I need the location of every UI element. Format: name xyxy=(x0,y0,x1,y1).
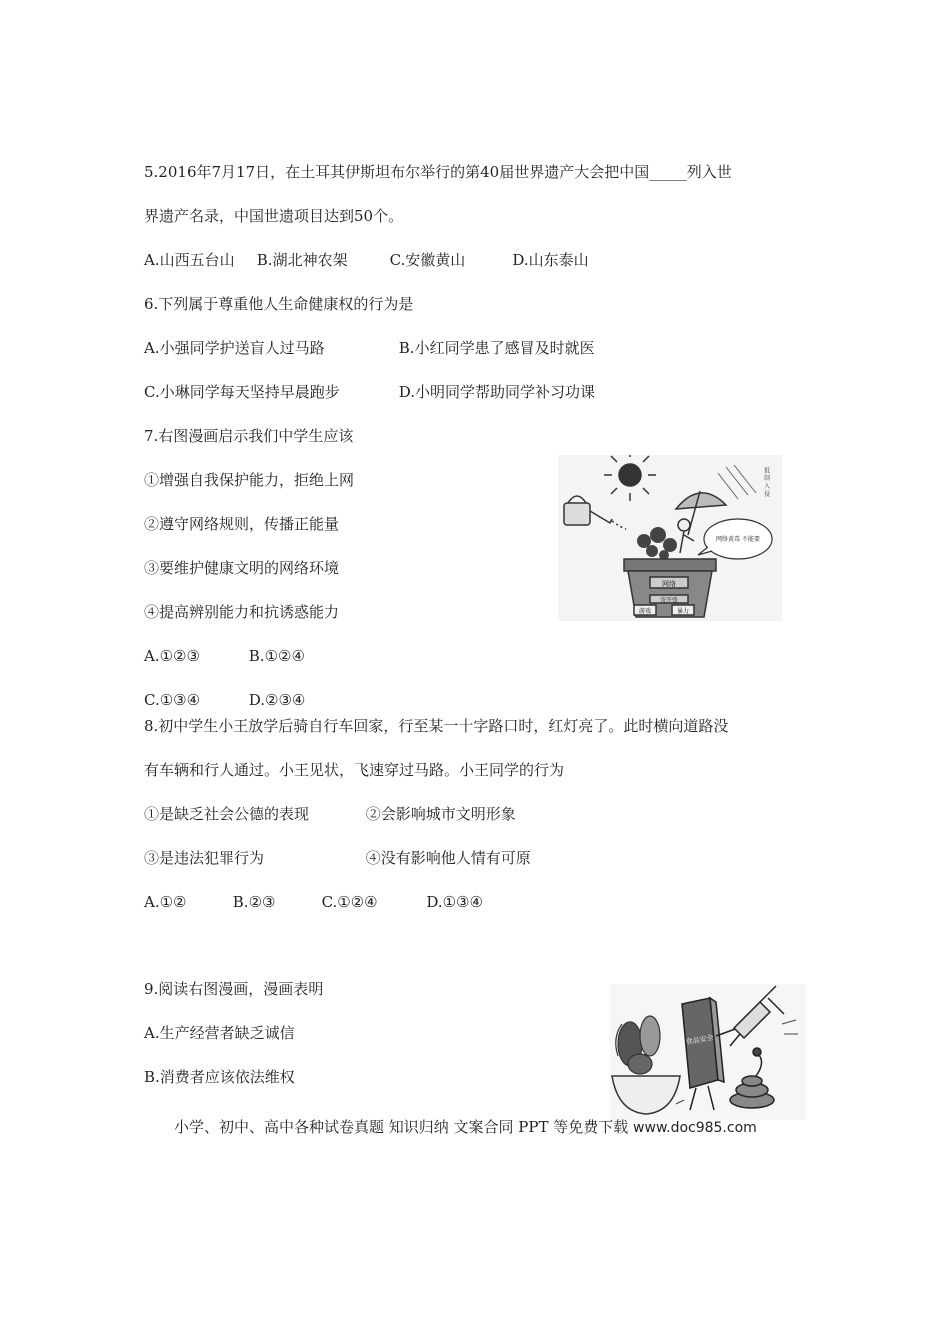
q8-stem-line1: 8.初中学生小王放学后骑自行车回家，行至某一十字路口时，红灯亮了。此时横向道路没 xyxy=(144,717,729,735)
q8-stem-line2: 有车辆和行人通过。小王见状，飞速穿过马路。小王同学的行为 xyxy=(144,761,565,779)
flower-pot xyxy=(624,559,716,617)
q7-option-c: C.①③④ xyxy=(144,691,201,709)
q5-stem-line1: 5.2016年7月17日，在土耳其伊斯坦布尔举行的第40届世界遗产大会把中国_____列入世 xyxy=(144,163,732,181)
q9-cartoon xyxy=(610,984,806,1120)
q7-cartoon xyxy=(558,455,782,621)
q7-options-row2 xyxy=(144,690,305,710)
q6-options-row1 xyxy=(144,338,595,358)
q6-options-row2 xyxy=(144,382,595,402)
footer-url[interactable]: www.doc985.com xyxy=(633,1120,757,1136)
q5-option-a: A.山西五台山 xyxy=(144,251,235,269)
bubble-text: 网络黄毒 不能要 xyxy=(716,536,760,543)
q5-stem-line2: 界遗产名录，中国世遗项目达到50个。 xyxy=(144,207,404,225)
q8-option-c: C.①②④ xyxy=(321,893,378,911)
q8-option-a: A.①② xyxy=(144,893,187,911)
pot-label-2: 寄开张 xyxy=(659,597,679,604)
side-text: 抵 制 入 侵 xyxy=(762,467,770,497)
q8-item-1: ①是缺乏社会公德的表现 xyxy=(144,805,310,823)
q8-items-row1 xyxy=(144,804,516,824)
q7-options-row1 xyxy=(144,646,305,666)
q7-option-b: B.①②④ xyxy=(248,647,305,665)
q7-item-1: ①增强自我保护能力，拒绝上网 xyxy=(144,471,355,489)
q9-stem: 9.阅读右图漫画，漫画表明 xyxy=(144,980,324,998)
q6-option-b: B.小红同学患了感冒及时就医 xyxy=(398,339,595,357)
q9-option-a: A.生产经营者缺乏诚信 xyxy=(144,1024,295,1042)
q7-option-d: D.②③④ xyxy=(248,691,306,709)
q8-options xyxy=(144,892,483,912)
q5-option-b: B.湖北神农架 xyxy=(256,251,348,269)
q7-option-a: A.①②③ xyxy=(144,647,200,665)
footer-text: 小学、初中、高中各种试卷真题 知识归纳 文案合同 PPT 等免费下载 xyxy=(174,1118,629,1136)
q5-option-c: C.安徽黄山 xyxy=(389,251,466,269)
q8-items-row2 xyxy=(144,848,531,868)
q6-option-d: D.小明同学帮助同学补习功课 xyxy=(398,383,596,401)
q6-option-c: C.小琳同学每天坚持早晨跑步 xyxy=(144,383,340,401)
q6-stem: 6.下列属于尊重他人生命健康权的行为是 xyxy=(144,295,414,313)
q7-stem: 7.右图漫画启示我们中学生应该 xyxy=(144,427,354,445)
q8-item-3: ③是违法犯罪行为 xyxy=(144,849,265,867)
book-label: 食品安全 xyxy=(685,1033,715,1047)
q7-item-3: ③要维护健康文明的网络环境 xyxy=(144,559,340,577)
q8-item-2: ②会影响城市文明形象 xyxy=(365,805,516,823)
footer xyxy=(174,1117,757,1138)
pot-box-1: 游戏 xyxy=(638,608,652,615)
q5-option-d: D.山东泰山 xyxy=(512,251,589,269)
q5-options xyxy=(144,250,589,270)
q7-item-2: ②遵守网络规则，传播正能量 xyxy=(144,515,340,533)
q9-option-b: B.消费者应该依法维权 xyxy=(144,1068,295,1086)
q8-item-4: ④没有影响他人情有可原 xyxy=(365,849,531,867)
q8-option-d: D.①③④ xyxy=(426,893,483,911)
q7-item-4: ④提高辨别能力和抗诱惑能力 xyxy=(144,603,340,621)
pot-box-2: 暴力 xyxy=(676,608,690,615)
q8-option-b: B.②③ xyxy=(232,893,276,911)
pot-label: 网络 xyxy=(662,580,676,588)
q6-option-a: A.小强同学护送盲人过马路 xyxy=(144,339,325,357)
